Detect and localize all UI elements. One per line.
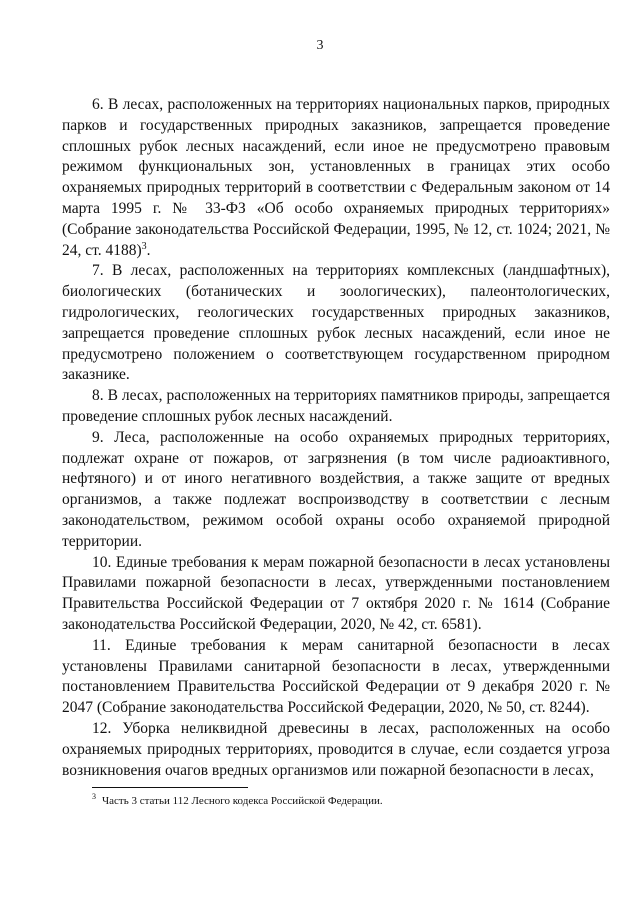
paragraph-7: 7. В лесах, расположенных на территориях комплексных (ландшафтных), биологических (ботанических и зоологических), палеонтологических, гидрологических, геологических государственных природных заказников, запрещается проведение сплошных рубок лесных насаждений, если иное не предусмотрено положением о соответствующем государственном природном заказнике. [62,262,610,384]
page-number: 3 [316,38,324,53]
footnote-text: Часть 3 статьи 112 Лесного кодекса Российской Федерации. [102,795,383,807]
footnote-marker: 3 [92,792,96,802]
paragraph-text: 6. В лесах, расположенных на территориях национальных парков, природных парков и государственных природных заказников, запрещается проведение сплошных рубок лесных насаждений, если иное не предусмотрено правовым режимом функциональных зон, установленных в границах этих особо охраняемых природных территорий в соответствии с Федеральным законом от 14 марта 1995 г. № 33-ФЗ «Об особо охраняемых природных территориях» (Собрание законодательства Российской Федерации, 1995, № 12, ст. 1024; 2021, № 24, ст. 4188) [62,96,610,259]
paragraph-10: 10. Единые требования к мерам пожарной безопасности в лесах установлены Правилами пожарной безопасности в лесах, утвержденными постановлением Правительства Российской Федерации от 7 октября 2020 г. № 1614 (Собрание законодательства Российской Федерации, 2020, № 42, ст. 6581). [62,553,610,633]
paragraph-12: 12. Уборка неликвидной древесины в лесах, расположенных на особо охраняемых природных территориях, проводится в случае, если создается угроза возникновения очагов вредных организмов или пожарной безопасности в лесах, [62,719,610,779]
footnote [92,792,383,808]
paragraph-6 [62,95,610,261]
paragraph-9: 9. Леса, расположенные на особо охраняемых природных территориях, подлежат охране от пожаров, от загрязнения (в том числе радиоактивного, нефтяного) и от иного негативного воздействия, а также защите от вредных организмов, а также подлежат воспроизводству в соответствии с лесным законодательством, режимом особой охраны особо охраняемой природной территории. [62,428,610,550]
footnote-reference: 3 [141,240,147,252]
paragraph-8: 8. В лесах, расположенных на территориях памятников природы, запрещается проведение сплошных рубок лесных насаждений. [62,387,610,425]
paragraph-11: 11. Единые требования к мерам санитарной безопасности в лесах установлены Правилами санитарной безопасности в лесах, утвержденными постановлением Правительства Российской Федерации от 9 декабря 2020 г. № 2047 (Собрание законодательства Российской Федерации, 2020, № 50, ст. 8244). [62,636,610,717]
footnote-divider [92,787,248,788]
paragraph-tail: . [146,241,151,259]
document-body [62,95,610,781]
